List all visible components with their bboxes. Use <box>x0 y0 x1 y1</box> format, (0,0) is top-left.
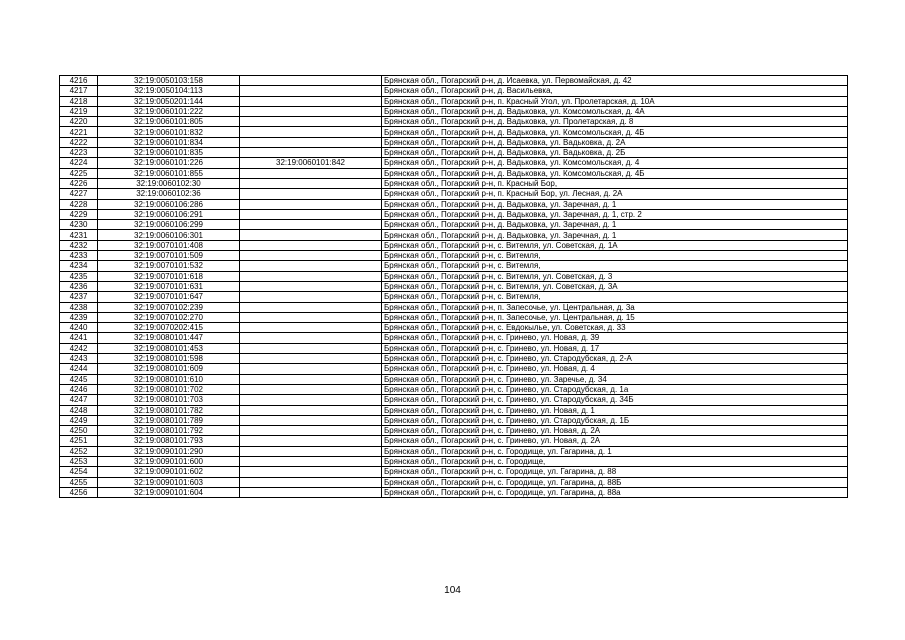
parent-cadastral-number-cell <box>240 148 382 158</box>
parent-cadastral-number-cell <box>240 292 382 302</box>
row-number-cell: 4216 <box>60 76 98 86</box>
table-row <box>60 405 848 415</box>
cadastral-number-cell: 32:19:0060101:222 <box>98 106 240 116</box>
table-row <box>60 158 848 168</box>
parent-cadastral-number-cell <box>240 333 382 343</box>
parent-cadastral-number-cell <box>240 240 382 250</box>
address-cell: Брянская обл., Погарский р-н, д. Вадьковка, ул. Заречная, д. 1, стр. 2 <box>382 209 848 219</box>
cadastral-number-cell: 32:19:0060101:226 <box>98 158 240 168</box>
cadastral-number-cell: 32:19:0050103:158 <box>98 76 240 86</box>
row-number-cell: 4243 <box>60 354 98 364</box>
parent-cadastral-number-cell <box>240 405 382 415</box>
row-number-cell: 4225 <box>60 168 98 178</box>
parent-cadastral-number-cell <box>240 168 382 178</box>
row-number-cell: 4230 <box>60 220 98 230</box>
address-cell: Брянская обл., Погарский р-н, с. Городище, ул. Гагарина, д. 88Б <box>382 477 848 487</box>
parent-cadastral-number-cell <box>240 230 382 240</box>
table-row <box>60 487 848 497</box>
cadastral-number-cell: 32:19:0080101:453 <box>98 343 240 353</box>
parent-cadastral-number-cell <box>240 137 382 147</box>
table-row <box>60 281 848 291</box>
row-number-cell: 4227 <box>60 189 98 199</box>
cadastral-number-cell: 32:19:0080101:609 <box>98 364 240 374</box>
cadastral-number-cell: 32:19:0080101:782 <box>98 405 240 415</box>
address-cell: Брянская обл., Погарский р-н, п. Запесочье, ул. Центральная, д. 15 <box>382 312 848 322</box>
table-row <box>60 395 848 405</box>
parent-cadastral-number-cell <box>240 96 382 106</box>
address-cell: Брянская обл., Погарский р-н, д. Вадьковка, ул. Заречная, д. 1 <box>382 220 848 230</box>
cadastral-number-cell: 32:19:0070102:270 <box>98 312 240 322</box>
address-cell: Брянская обл., Погарский р-н, д. Вадьковка, ул. Комсомольская, д. 4 <box>382 158 848 168</box>
parent-cadastral-number-cell <box>240 209 382 219</box>
row-number-cell: 4247 <box>60 395 98 405</box>
cadastral-number-cell: 32:19:0090101:603 <box>98 477 240 487</box>
address-cell: Брянская обл., Погарский р-н, с. Городище, ул. Гагарина, д. 88а <box>382 487 848 497</box>
table-row <box>60 312 848 322</box>
row-number-cell: 4220 <box>60 117 98 127</box>
cadastral-number-cell: 32:19:0060101:855 <box>98 168 240 178</box>
row-number-cell: 4228 <box>60 199 98 209</box>
address-cell: Брянская обл., Погарский р-н, д. Вадьковка, ул. Пролетарская, д. 8 <box>382 117 848 127</box>
address-cell: Брянская обл., Погарский р-н, п. Запесочье, ул. Центральная, д. 3а <box>382 302 848 312</box>
parent-cadastral-number-cell <box>240 189 382 199</box>
parent-cadastral-number-cell <box>240 281 382 291</box>
address-cell: Брянская обл., Погарский р-н, д. Исаевка, ул. Первомайская, д. 42 <box>382 76 848 86</box>
cadastral-number-cell: 32:19:0090101:602 <box>98 467 240 477</box>
address-cell: Брянская обл., Погарский р-н, с. Гринево, ул. Новая, д. 4 <box>382 364 848 374</box>
address-cell: Брянская обл., Погарский р-н, с. Гринево, ул. Стародубская, д. 1а <box>382 384 848 394</box>
address-cell: Брянская обл., Погарский р-н, с. Городище, ул. Гагарина, д. 1 <box>382 446 848 456</box>
row-number-cell: 4223 <box>60 148 98 158</box>
row-number-cell: 4218 <box>60 96 98 106</box>
row-number-cell: 4245 <box>60 374 98 384</box>
parent-cadastral-number-cell <box>240 446 382 456</box>
table-row <box>60 477 848 487</box>
address-cell: Брянская обл., Погарский р-н, д. Вадьковка, ул. Вадьковка, д. 2А <box>382 137 848 147</box>
cadastral-number-cell: 32:19:0060102:30 <box>98 178 240 188</box>
cadastral-number-cell: 32:19:0060106:291 <box>98 209 240 219</box>
parent-cadastral-number-cell <box>240 436 382 446</box>
table-row <box>60 384 848 394</box>
row-number-cell: 4222 <box>60 137 98 147</box>
parent-cadastral-number-cell <box>240 251 382 261</box>
row-number-cell: 4221 <box>60 127 98 137</box>
table-row <box>60 96 848 106</box>
address-cell: Брянская обл., Погарский р-н, с. Городище, ул. Гагарина, д. 88 <box>382 467 848 477</box>
parent-cadastral-number-cell <box>240 456 382 466</box>
address-cell: Брянская обл., Погарский р-н, с. Евдокылье, ул. Советская, д. 33 <box>382 323 848 333</box>
address-cell: Брянская обл., Погарский р-н, с. Гринево, ул. Заречье, д. 34 <box>382 374 848 384</box>
address-cell: Брянская обл., Погарский р-н, п. Красный Угол, ул. Пролетарская, д. 10А <box>382 96 848 106</box>
address-cell: Брянская обл., Погарский р-н, п. Красный Бор, <box>382 178 848 188</box>
table-row <box>60 251 848 261</box>
parent-cadastral-number-cell <box>240 117 382 127</box>
cadastral-number-cell: 32:19:0070101:532 <box>98 261 240 271</box>
table-row <box>60 230 848 240</box>
address-cell: Брянская обл., Погарский р-н, с. Витемля, ул. Советская, д. 3 <box>382 271 848 281</box>
cadastral-number-cell: 32:19:0060101:805 <box>98 117 240 127</box>
address-cell: Брянская обл., Погарский р-н, с. Гринево, ул. Стародубская, д. 2-А <box>382 354 848 364</box>
row-number-cell: 4237 <box>60 292 98 302</box>
address-cell: Брянская обл., Погарский р-н, д. Вадьковка, ул. Заречная, д. 1 <box>382 199 848 209</box>
table-row <box>60 456 848 466</box>
parent-cadastral-number-cell <box>240 86 382 96</box>
table-row <box>60 76 848 86</box>
parent-cadastral-number-cell <box>240 106 382 116</box>
row-number-cell: 4217 <box>60 86 98 96</box>
row-number-cell: 4244 <box>60 364 98 374</box>
row-number-cell: 4229 <box>60 209 98 219</box>
cadastral-number-cell: 32:19:0070101:509 <box>98 251 240 261</box>
table-row <box>60 333 848 343</box>
cadastral-number-cell: 32:19:0090101:604 <box>98 487 240 497</box>
address-cell: Брянская обл., Погарский р-н, с. Витемля, ул. Советская, д. 3А <box>382 281 848 291</box>
registry-table <box>59 75 848 498</box>
parent-cadastral-number-cell <box>240 364 382 374</box>
row-number-cell: 4250 <box>60 426 98 436</box>
address-cell: Брянская обл., Погарский р-н, с. Витемля, ул. Советская, д. 1А <box>382 240 848 250</box>
cadastral-number-cell: 32:19:0090101:290 <box>98 446 240 456</box>
parent-cadastral-number-cell <box>240 178 382 188</box>
cadastral-number-cell: 32:19:0070202:415 <box>98 323 240 333</box>
table-row <box>60 446 848 456</box>
address-cell: Брянская обл., Погарский р-н, с. Витемля, <box>382 261 848 271</box>
table-row <box>60 467 848 477</box>
cadastral-number-cell: 32:19:0060101:832 <box>98 127 240 137</box>
row-number-cell: 4219 <box>60 106 98 116</box>
parent-cadastral-number-cell <box>240 384 382 394</box>
parent-cadastral-number-cell <box>240 395 382 405</box>
address-cell: Брянская обл., Погарский р-н, с. Гринево, ул. Новая, д. 2А <box>382 426 848 436</box>
row-number-cell: 4233 <box>60 251 98 261</box>
cadastral-number-cell: 32:19:0070101:618 <box>98 271 240 281</box>
parent-cadastral-number-cell <box>240 76 382 86</box>
cadastral-number-cell: 32:19:0050104:113 <box>98 86 240 96</box>
table-row <box>60 148 848 158</box>
table-row <box>60 220 848 230</box>
parent-cadastral-number-cell <box>240 426 382 436</box>
row-number-cell: 4240 <box>60 323 98 333</box>
cadastral-number-cell: 32:19:0060106:286 <box>98 199 240 209</box>
address-cell: Брянская обл., Погарский р-н, д. Васильевка, <box>382 86 848 96</box>
table-row <box>60 261 848 271</box>
address-cell: Брянская обл., Погарский р-н, с. Витемля, <box>382 251 848 261</box>
cadastral-number-cell: 32:19:0070102:239 <box>98 302 240 312</box>
cadastral-number-cell: 32:19:0050201:144 <box>98 96 240 106</box>
cadastral-number-cell: 32:19:0060106:301 <box>98 230 240 240</box>
table-row <box>60 343 848 353</box>
address-cell: Брянская обл., Погарский р-н, д. Вадьковка, ул. Комсомольская, д. 4А <box>382 106 848 116</box>
parent-cadastral-number-cell: 32:19:0060101:842 <box>240 158 382 168</box>
address-cell: Брянская обл., Погарский р-н, с. Гринево, ул. Стародубская, д. 34Б <box>382 395 848 405</box>
parent-cadastral-number-cell <box>240 261 382 271</box>
table-row <box>60 323 848 333</box>
parent-cadastral-number-cell <box>240 127 382 137</box>
parent-cadastral-number-cell <box>240 354 382 364</box>
table-row <box>60 199 848 209</box>
parent-cadastral-number-cell <box>240 302 382 312</box>
address-cell: Брянская обл., Погарский р-н, с. Гринево, ул. Новая, д. 39 <box>382 333 848 343</box>
row-number-cell: 4249 <box>60 415 98 425</box>
row-number-cell: 4224 <box>60 158 98 168</box>
row-number-cell: 4255 <box>60 477 98 487</box>
table-row <box>60 240 848 250</box>
cadastral-number-cell: 32:19:0060106:299 <box>98 220 240 230</box>
table-row <box>60 106 848 116</box>
table-row <box>60 117 848 127</box>
cadastral-number-cell: 32:19:0060101:835 <box>98 148 240 158</box>
address-cell: Брянская обл., Погарский р-н, с. Гринево, ул. Стародубская, д. 1Б <box>382 415 848 425</box>
cadastral-number-cell: 32:19:0070101:631 <box>98 281 240 291</box>
row-number-cell: 4235 <box>60 271 98 281</box>
address-cell: Брянская обл., Погарский р-н, с. Гринево, ул. Новая, д. 17 <box>382 343 848 353</box>
parent-cadastral-number-cell <box>240 415 382 425</box>
row-number-cell: 4232 <box>60 240 98 250</box>
row-number-cell: 4234 <box>60 261 98 271</box>
parent-cadastral-number-cell <box>240 487 382 497</box>
cadastral-number-cell: 32:19:0080101:702 <box>98 384 240 394</box>
registry-table-body <box>60 76 848 498</box>
address-cell: Брянская обл., Погарский р-н, д. Вадьковка, ул. Комсомольская, д. 4Б <box>382 168 848 178</box>
cadastral-number-cell: 32:19:0080101:610 <box>98 374 240 384</box>
cadastral-number-cell: 32:19:0080101:703 <box>98 395 240 405</box>
row-number-cell: 4241 <box>60 333 98 343</box>
cadastral-number-cell: 32:19:0080101:792 <box>98 426 240 436</box>
table-row <box>60 426 848 436</box>
address-cell: Брянская обл., Погарский р-н, с. Гринево, ул. Новая, д. 1 <box>382 405 848 415</box>
table-row <box>60 189 848 199</box>
table-row <box>60 415 848 425</box>
parent-cadastral-number-cell <box>240 312 382 322</box>
parent-cadastral-number-cell <box>240 199 382 209</box>
address-cell: Брянская обл., Погарский р-н, с. Витемля, <box>382 292 848 302</box>
cadastral-number-cell: 32:19:0060101:834 <box>98 137 240 147</box>
table-row <box>60 436 848 446</box>
row-number-cell: 4253 <box>60 456 98 466</box>
address-cell: Брянская обл., Погарский р-н, с. Гринево, ул. Новая, д. 2А <box>382 436 848 446</box>
row-number-cell: 4236 <box>60 281 98 291</box>
address-cell: Брянская обл., Погарский р-н, д. Вадьковка, ул. Комсомольская, д. 4Б <box>382 127 848 137</box>
table-row <box>60 178 848 188</box>
page-number: 104 <box>444 585 461 596</box>
table-row <box>60 292 848 302</box>
row-number-cell: 4248 <box>60 405 98 415</box>
parent-cadastral-number-cell <box>240 323 382 333</box>
table-row <box>60 354 848 364</box>
parent-cadastral-number-cell <box>240 467 382 477</box>
row-number-cell: 4254 <box>60 467 98 477</box>
table-row <box>60 374 848 384</box>
table-row <box>60 364 848 374</box>
cadastral-number-cell: 32:19:0090101:600 <box>98 456 240 466</box>
parent-cadastral-number-cell <box>240 271 382 281</box>
cadastral-number-cell: 32:19:0080101:789 <box>98 415 240 425</box>
table-row <box>60 302 848 312</box>
parent-cadastral-number-cell <box>240 220 382 230</box>
parent-cadastral-number-cell <box>240 374 382 384</box>
table-row <box>60 86 848 96</box>
row-number-cell: 4251 <box>60 436 98 446</box>
address-cell: Брянская обл., Погарский р-н, с. Городище, <box>382 456 848 466</box>
row-number-cell: 4252 <box>60 446 98 456</box>
table-row <box>60 209 848 219</box>
cadastral-number-cell: 32:19:0080101:447 <box>98 333 240 343</box>
cadastral-number-cell: 32:19:0060102:36 <box>98 189 240 199</box>
row-number-cell: 4238 <box>60 302 98 312</box>
row-number-cell: 4239 <box>60 312 98 322</box>
row-number-cell: 4256 <box>60 487 98 497</box>
cadastral-number-cell: 32:19:0080101:598 <box>98 354 240 364</box>
cadastral-number-cell: 32:19:0080101:793 <box>98 436 240 446</box>
table-row <box>60 271 848 281</box>
parent-cadastral-number-cell <box>240 477 382 487</box>
address-cell: Брянская обл., Погарский р-н, п. Красный Бор, ул. Лесная, д. 2А <box>382 189 848 199</box>
table-row <box>60 168 848 178</box>
cadastral-number-cell: 32:19:0070101:647 <box>98 292 240 302</box>
address-cell: Брянская обл., Погарский р-н, д. Вадьковка, ул. Заречная, д. 1 <box>382 230 848 240</box>
row-number-cell: 4226 <box>60 178 98 188</box>
row-number-cell: 4242 <box>60 343 98 353</box>
row-number-cell: 4231 <box>60 230 98 240</box>
row-number-cell: 4246 <box>60 384 98 394</box>
parent-cadastral-number-cell <box>240 343 382 353</box>
address-cell: Брянская обл., Погарский р-н, д. Вадьковка, ул. Вадьковка, д. 2Б <box>382 148 848 158</box>
cadastral-number-cell: 32:19:0070101:408 <box>98 240 240 250</box>
table-row <box>60 137 848 147</box>
table-row <box>60 127 848 137</box>
